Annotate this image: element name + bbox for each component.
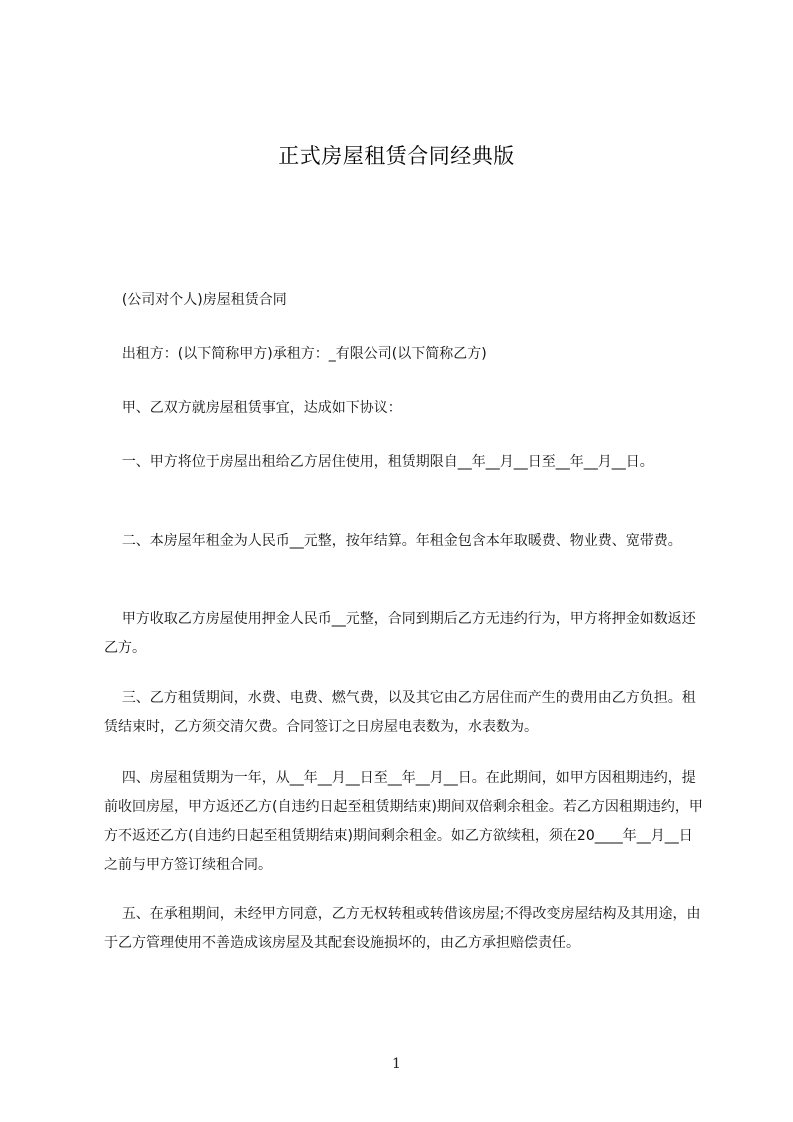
- paragraph-clause-1: 一、甲方将位于房屋出租给乙方居住使用，租赁期限自__年__月__日至__年__月__日。: [104, 454, 654, 470]
- paragraph-clause-2: 二、本房屋年租金为人民币__元整，按年结算。年租金包含本年取暖费、物业费、宽带费。: [104, 533, 682, 549]
- paragraph-contract-type: (公司对个人)房屋租赁合同: [104, 292, 287, 308]
- page-number: 1: [392, 1056, 401, 1072]
- paragraph-deposit: 甲方收取乙方房屋使用押金人民币__元整，合同到期后乙方无违约行为，甲方将押金如数返还乙方。: [104, 611, 696, 656]
- page-title: 正式房屋租赁合同经典版: [278, 144, 515, 168]
- paragraph-parties: 出租方：(以下简称甲方)承租方：_有限公司(以下简称乙方): [104, 346, 487, 362]
- paragraph-clause-4: 四、房屋租赁期为一年，从__年__月__日至__年__月__日。在此期间，如甲方因租期违约，提前收回房屋，甲方返还乙方(自违约日起至租赁期结束)期间双倍剩余租金。若乙方因租期违约，甲方不返还乙方(自违约日起至租赁期结束)期间剩余租金。如乙方欲续租，须在20____年__月__日之前与甲方签订续租合同。: [104, 770, 703, 873]
- paragraph-agreement-intro: 甲、乙双方就房屋租赁事宜，达成如下协议：: [104, 400, 402, 416]
- paragraph-clause-3: 三、乙方租赁期间，水费、电费、燃气费，以及其它由乙方居住而产生的费用由乙方负担。租赁结束时，乙方须交清欠费。合同签订之日房屋电表数为，水表数为。: [104, 690, 696, 735]
- paragraph-clause-5: 五、在承租期间，未经甲方同意，乙方无权转租或转借该房屋;不得改变房屋结构及其用途，由于乙方管理使用不善造成该房屋及其配套设施损坏的，由乙方承担赔偿责任。: [104, 906, 701, 951]
